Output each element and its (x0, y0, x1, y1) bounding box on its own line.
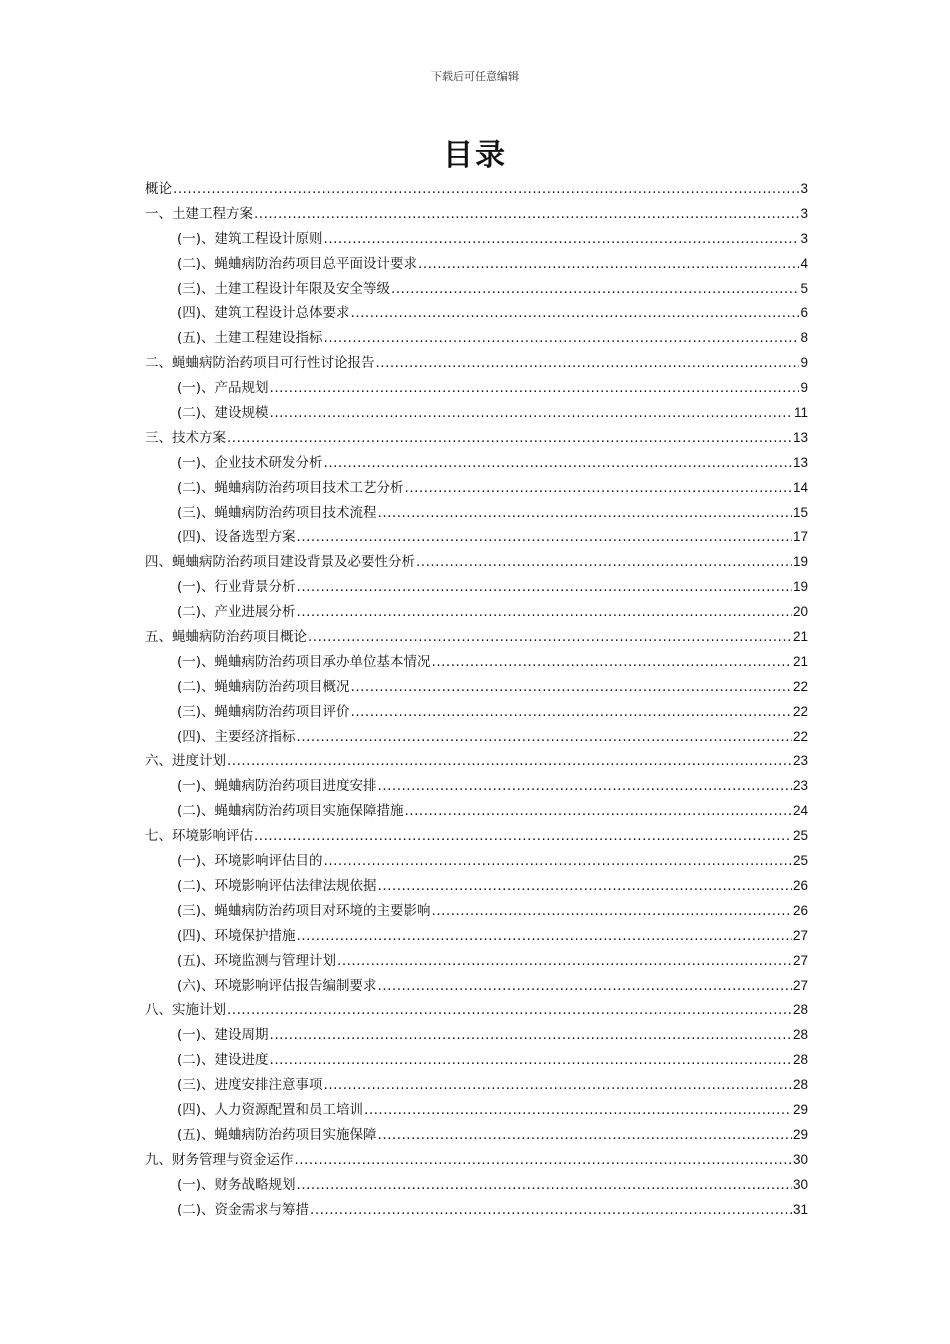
toc-leader-dots (416, 550, 792, 575)
toc-entry[interactable] (145, 749, 808, 774)
toc-entry-page-number: 5 (800, 280, 808, 296)
toc-entry-label: (四)、人力资源配置和员工培训 (177, 1101, 364, 1118)
toc-entry-label: (二)、资金需求与筹措 (177, 1201, 310, 1218)
toc-entry-page-number: 23 (792, 753, 808, 769)
toc-entry-page-number: 24 (792, 803, 808, 819)
toc-entry[interactable] (145, 301, 808, 326)
table-of-contents (145, 177, 808, 1222)
toc-entry-page-number: 21 (792, 653, 808, 669)
toc-entry[interactable] (145, 351, 808, 376)
toc-entry-page-number: 8 (800, 330, 808, 346)
toc-leader-dots (297, 1173, 792, 1198)
toc-entry-page-number: 28 (792, 1027, 808, 1043)
toc-entry-page-number: 27 (792, 952, 808, 968)
toc-entry[interactable] (145, 899, 808, 924)
toc-title: 目录 (443, 138, 507, 173)
toc-leader-dots (418, 252, 799, 277)
toc-leader-dots (324, 451, 792, 476)
toc-entry-label: 二、蝇蛐病防治药项目可行性讨论报告 (145, 355, 375, 372)
toc-entry-label: (三)、蝇蛐病防治药项目技术流程 (177, 504, 377, 521)
toc-entry[interactable] (145, 326, 808, 351)
toc-entry[interactable] (145, 1198, 808, 1223)
toc-entry-label: (三)、蝇蛐病防治药项目评价 (177, 703, 350, 720)
toc-entry[interactable] (145, 874, 808, 899)
toc-entry-label: (二)、产业进展分析 (177, 604, 296, 621)
toc-entry-page-number: 30 (792, 1176, 808, 1192)
toc-entry[interactable] (145, 849, 808, 874)
toc-entry[interactable] (145, 1173, 808, 1198)
toc-entry-label: (一)、行业背景分析 (177, 579, 296, 596)
toc-entry[interactable] (145, 650, 808, 675)
toc-leader-dots (337, 949, 792, 974)
toc-leader-dots (297, 924, 792, 949)
toc-entry-page-number: 28 (792, 1077, 808, 1093)
toc-entry-label: (二)、蝇蛐病防治药项目实施保障措施 (177, 803, 404, 820)
toc-entry-label: 三、技术方案 (145, 429, 226, 446)
toc-leader-dots (297, 600, 792, 625)
toc-entry-page-number: 22 (792, 703, 808, 719)
toc-leader-dots (227, 749, 792, 774)
toc-entry-page-number: 20 (792, 604, 808, 620)
page-header: 下载后可任意编辑 (431, 70, 519, 83)
toc-leader-dots (378, 874, 792, 899)
toc-entry[interactable] (145, 476, 808, 501)
toc-entry-label: (二)、蝇蛐病防治药项目技术工艺分析 (177, 479, 404, 496)
toc-entry[interactable] (145, 550, 808, 575)
toc-entry-page-number: 25 (792, 853, 808, 869)
toc-entry-label: (三)、进度安排注意事项 (177, 1077, 323, 1094)
toc-entry[interactable] (145, 924, 808, 949)
toc-leader-dots (405, 799, 792, 824)
toc-entry-page-number: 21 (792, 629, 808, 645)
toc-leader-dots (270, 376, 800, 401)
toc-entry-label: (四)、环境保护措施 (177, 927, 296, 944)
toc-entry-label: (六)、环境影响评估报告编制要求 (177, 977, 377, 994)
toc-entry[interactable] (145, 1148, 808, 1173)
toc-entry-label: (一)、蝇蛐病防治药项目承办单位基本情况 (177, 653, 431, 670)
toc-entry[interactable] (145, 426, 808, 451)
toc-entry-label: 五、蝇蛐病防治药项目概论 (145, 629, 307, 646)
toc-entry[interactable] (145, 401, 808, 426)
toc-entry[interactable] (145, 1023, 808, 1048)
toc-leader-dots (351, 675, 792, 700)
toc-leader-dots (378, 774, 792, 799)
toc-leader-dots (270, 401, 793, 426)
toc-entry[interactable] (145, 700, 808, 725)
toc-entry-page-number: 19 (792, 579, 808, 595)
toc-entry-label: 九、财务管理与资金运作 (145, 1151, 294, 1168)
toc-entry-page-number: 3 (800, 230, 808, 246)
toc-entry[interactable] (145, 376, 808, 401)
toc-leader-dots (254, 824, 792, 849)
toc-leader-dots (227, 426, 792, 451)
toc-entry-label: 概论 (145, 181, 172, 197)
toc-entry-page-number: 3 (800, 181, 808, 196)
toc-entry-page-number: 9 (800, 380, 808, 396)
toc-entry[interactable] (145, 1048, 808, 1073)
toc-entry-page-number: 27 (792, 927, 808, 943)
toc-entry-page-number: 23 (792, 778, 808, 794)
toc-entry-page-number: 9 (800, 355, 808, 371)
toc-entry-page-number: 15 (792, 504, 808, 520)
toc-leader-dots (378, 974, 792, 999)
toc-leader-dots (324, 227, 800, 252)
toc-entry-label: (一)、蝇蛐病防治药项目进度安排 (177, 778, 377, 795)
toc-entry[interactable] (145, 949, 808, 974)
toc-entry-label: (四)、主要经济指标 (177, 728, 296, 745)
toc-entry-page-number: 22 (792, 728, 808, 744)
toc-leader-dots (297, 525, 792, 550)
toc-entry[interactable] (145, 824, 808, 849)
toc-entry[interactable] (145, 202, 808, 227)
toc-entry[interactable] (145, 998, 808, 1023)
toc-entry-page-number: 13 (792, 429, 808, 445)
toc-leader-dots (432, 899, 792, 924)
toc-entry-label: (一)、财务战略规划 (177, 1176, 296, 1193)
toc-entry-label: (四)、建筑工程设计总体要求 (177, 305, 350, 322)
toc-entry-label: (二)、建设规模 (177, 405, 269, 422)
toc-entry-label: 一、土建工程方案 (145, 205, 253, 222)
toc-entry-label: (三)、土建工程设计年限及安全等级 (177, 280, 391, 297)
toc-entry[interactable] (145, 177, 808, 202)
toc-entry[interactable] (145, 227, 808, 252)
toc-entry[interactable] (145, 600, 808, 625)
toc-leader-dots (270, 1023, 792, 1048)
toc-leader-dots (364, 1098, 792, 1123)
toc-entry-label: (五)、土建工程建设指标 (177, 330, 323, 347)
toc-entry[interactable] (145, 799, 808, 824)
toc-entry[interactable] (145, 974, 808, 999)
toc-entry[interactable] (145, 1098, 808, 1123)
toc-entry-label: (二)、蝇蛐病防治药项目总平面设计要求 (177, 255, 418, 272)
toc-entry-page-number: 30 (792, 1151, 808, 1167)
toc-entry-label: (三)、蝇蛐病防治药项目对环境的主要影响 (177, 902, 431, 919)
toc-entry-page-number: 28 (792, 1052, 808, 1068)
toc-entry-label: 六、进度计划 (145, 753, 226, 770)
toc-entry-page-number: 14 (792, 479, 808, 495)
toc-entry[interactable] (145, 501, 808, 526)
toc-entry[interactable] (145, 252, 808, 277)
toc-leader-dots (391, 277, 799, 302)
toc-entry[interactable] (145, 1123, 808, 1148)
toc-entry-label: (一)、产品规划 (177, 380, 269, 397)
toc-leader-dots (227, 998, 792, 1023)
toc-entry-page-number: 26 (792, 902, 808, 918)
toc-entry-label: 七、环境影响评估 (145, 828, 253, 845)
toc-entry[interactable] (145, 1073, 808, 1098)
toc-leader-dots (310, 1198, 792, 1223)
toc-entry-label: (二)、建设进度 (177, 1052, 269, 1069)
toc-entry[interactable] (145, 625, 808, 650)
toc-entry-page-number: 26 (792, 877, 808, 893)
toc-leader-dots (324, 849, 792, 874)
toc-entry-label: 四、蝇蛐病防治药项目建设背景及必要性分析 (145, 554, 415, 571)
toc-entry-page-number: 19 (792, 554, 808, 570)
toc-entry[interactable] (145, 725, 808, 750)
toc-entry-label: (五)、蝇蛐病防治药项目实施保障 (177, 1126, 377, 1143)
toc-leader-dots (378, 1123, 792, 1148)
toc-leader-dots (173, 177, 799, 202)
toc-leader-dots (308, 625, 792, 650)
toc-leader-dots (378, 501, 792, 526)
toc-leader-dots (324, 326, 800, 351)
toc-leader-dots (295, 1148, 792, 1173)
toc-entry-label: (四)、设备选型方案 (177, 529, 296, 546)
toc-entry-page-number: 4 (800, 255, 808, 271)
toc-leader-dots (297, 725, 792, 750)
toc-leader-dots (324, 1073, 792, 1098)
toc-leader-dots (405, 476, 792, 501)
toc-entry-page-number: 6 (800, 305, 808, 321)
toc-entry-page-number: 13 (792, 454, 808, 470)
toc-entry-label: (一)、环境影响评估目的 (177, 853, 323, 870)
toc-entry-page-number: 22 (792, 678, 808, 694)
toc-leader-dots (297, 575, 792, 600)
toc-entry-label: 八、实施计划 (145, 1002, 226, 1019)
toc-entry-label: (一)、建筑工程设计原则 (177, 230, 323, 247)
toc-leader-dots (351, 301, 800, 326)
toc-entry[interactable] (145, 675, 808, 700)
toc-entry-page-number: 28 (792, 1002, 808, 1018)
toc-leader-dots (376, 351, 800, 376)
toc-entry-label: (二)、环境影响评估法律法规依据 (177, 877, 377, 894)
toc-entry[interactable] (145, 451, 808, 476)
toc-entry[interactable] (145, 277, 808, 302)
toc-entry-page-number: 3 (800, 205, 808, 221)
toc-leader-dots (351, 700, 792, 725)
toc-entry[interactable] (145, 575, 808, 600)
toc-entry-page-number: 17 (792, 529, 808, 545)
toc-entry[interactable] (145, 774, 808, 799)
toc-entry-page-number: 31 (792, 1201, 808, 1217)
toc-entry-page-number: 27 (792, 977, 808, 993)
toc-leader-dots (432, 650, 792, 675)
toc-entry-label: (一)、企业技术研发分析 (177, 454, 323, 471)
toc-entry-page-number: 25 (792, 828, 808, 844)
toc-entry-page-number: 29 (792, 1126, 808, 1142)
toc-entry-label: (一)、建设周期 (177, 1027, 269, 1044)
toc-entry-label: (二)、蝇蛐病防治药项目概况 (177, 678, 350, 695)
toc-leader-dots (254, 202, 799, 227)
toc-leader-dots (270, 1048, 792, 1073)
toc-entry-page-number: 29 (792, 1101, 808, 1117)
toc-entry-page-number: 11 (793, 405, 808, 421)
toc-entry[interactable] (145, 525, 808, 550)
toc-entry-label: (五)、环境监测与管理计划 (177, 952, 337, 969)
